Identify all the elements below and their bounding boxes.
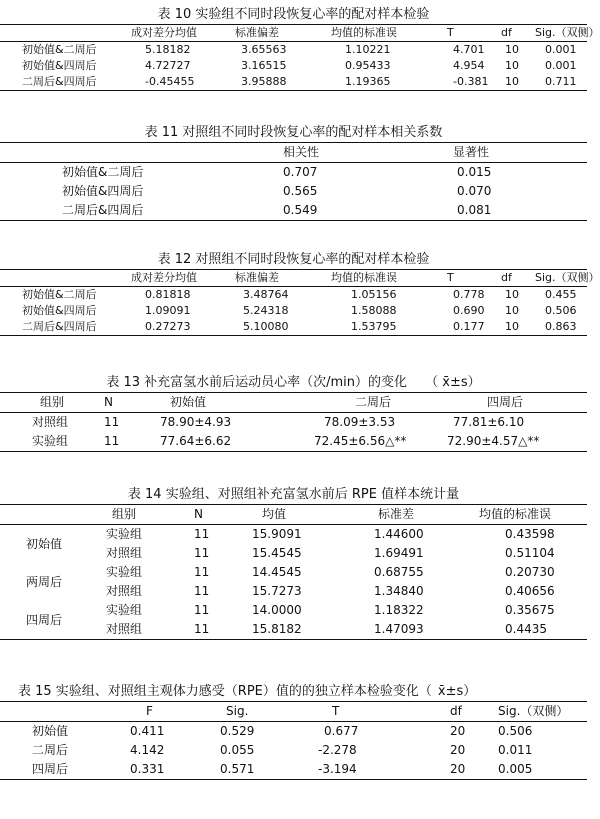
table-row bbox=[0, 760, 587, 780]
table-cell: 对照组 bbox=[106, 546, 143, 560]
table-cell: 15.8182 bbox=[252, 622, 302, 636]
table-cell: 20 bbox=[450, 724, 466, 738]
table-row bbox=[0, 319, 587, 336]
table-cell: 0.455 bbox=[545, 288, 577, 301]
table-11 bbox=[0, 124, 587, 221]
table-11-grid bbox=[0, 142, 587, 221]
table-cell: 0.51104 bbox=[505, 546, 555, 560]
table-row bbox=[0, 287, 587, 304]
table-cell: 0.677 bbox=[324, 724, 359, 738]
header-cell bbox=[0, 505, 100, 525]
header-cell: 相关性 bbox=[283, 145, 320, 159]
table-cell: 10 bbox=[505, 75, 519, 88]
table-cell: 0.81818 bbox=[145, 288, 191, 301]
table-cell: 1.10221 bbox=[345, 43, 391, 56]
table-cell: 78.90±4.93 bbox=[160, 415, 232, 429]
header-cell: 初始值 bbox=[170, 395, 207, 409]
table-13-grid bbox=[0, 392, 587, 452]
table-cell: 72.90±4.57△** bbox=[447, 434, 540, 448]
table-cell: 1.09091 bbox=[145, 304, 191, 317]
header-cell: Sig.（双侧） bbox=[498, 704, 569, 718]
table-12-grid bbox=[0, 269, 600, 336]
table-cell: 0.711 bbox=[545, 75, 577, 88]
table-cell: 11 bbox=[194, 546, 210, 560]
table-cell: 5.10080 bbox=[243, 320, 289, 333]
table-cell: 0.707 bbox=[283, 165, 318, 179]
header-cell: 均值的标准误 bbox=[479, 507, 552, 521]
header-cell: df bbox=[501, 271, 512, 284]
table-cell: 72.45±6.56△** bbox=[314, 434, 407, 448]
row-label: 实验组 bbox=[32, 434, 69, 448]
table-cell: 0.27273 bbox=[145, 320, 191, 333]
header-cell bbox=[0, 143, 235, 163]
table-cell: 对照组 bbox=[106, 584, 143, 598]
table-cell: 1.05156 bbox=[351, 288, 397, 301]
header-cell: 均值的标准误 bbox=[331, 271, 397, 284]
table-cell: -0.381 bbox=[453, 75, 489, 88]
header-cell: 标准偏差 bbox=[235, 26, 279, 39]
table-cell: 5.18182 bbox=[145, 43, 191, 56]
row-label: 二周后&四周后 bbox=[22, 75, 97, 88]
table-cell: 11 bbox=[104, 415, 120, 429]
header-cell: F bbox=[146, 704, 153, 718]
row-label: 初始值&四周后 bbox=[22, 304, 97, 317]
table-cell: 1.47093 bbox=[374, 622, 424, 636]
table-cell: 0.331 bbox=[130, 762, 165, 776]
table-row bbox=[0, 722, 587, 742]
table-cell: 0.506 bbox=[498, 724, 533, 738]
table-cell: 78.09±3.53 bbox=[324, 415, 396, 429]
table-row bbox=[0, 163, 587, 183]
table-cell: 11 bbox=[104, 434, 120, 448]
table-cell: 15.4545 bbox=[252, 546, 302, 560]
table-cell: 1.19365 bbox=[345, 75, 391, 88]
table-cell: 11 bbox=[194, 584, 210, 598]
table-cell: 11 bbox=[194, 565, 210, 579]
header-cell bbox=[0, 702, 110, 722]
table-cell: 1.34840 bbox=[374, 584, 424, 598]
header-cell: T bbox=[447, 271, 454, 284]
header-cell: 均值 bbox=[262, 507, 287, 521]
table-cell: 实验组 bbox=[106, 603, 143, 617]
table-cell: 0.005 bbox=[498, 762, 533, 776]
table-cell: 0.015 bbox=[457, 165, 492, 179]
table-row bbox=[0, 525, 587, 545]
table-cell: 10 bbox=[505, 59, 519, 72]
table-cell: 11 bbox=[194, 603, 210, 617]
row-label: 二周后&四周后 bbox=[22, 320, 97, 333]
header-cell: Sig.（双侧） bbox=[535, 26, 600, 39]
group-label: 四周后 bbox=[26, 612, 63, 627]
table-cell: 0.011 bbox=[498, 743, 533, 757]
table-cell: 0.529 bbox=[220, 724, 255, 738]
table-cell: 0.001 bbox=[545, 59, 577, 72]
table-10-grid bbox=[0, 24, 600, 91]
table-cell: 对照组 bbox=[106, 622, 143, 636]
table-cell: 1.53795 bbox=[351, 320, 397, 333]
table-cell: 10 bbox=[505, 288, 519, 301]
header-cell: Sig. bbox=[226, 704, 249, 718]
table-header-row bbox=[0, 505, 587, 525]
table-cell: 0.411 bbox=[130, 724, 165, 738]
table-cell: 0.43598 bbox=[505, 527, 555, 541]
table-cell: 0.001 bbox=[545, 43, 577, 56]
header-cell: df bbox=[501, 26, 512, 39]
header-cell: 组别 bbox=[112, 507, 137, 521]
table-14 bbox=[0, 486, 587, 640]
table-cell: 3.95888 bbox=[241, 75, 287, 88]
header-cell bbox=[0, 25, 131, 42]
table-cell: 1.58088 bbox=[351, 304, 397, 317]
header-cell: N bbox=[194, 507, 203, 521]
table-13-caption bbox=[0, 374, 587, 392]
table-header-row bbox=[0, 393, 587, 413]
header-cell: df bbox=[450, 704, 462, 718]
table-cell: 10 bbox=[505, 43, 519, 56]
table-cell: 4.142 bbox=[130, 743, 165, 757]
table-14-grid bbox=[0, 504, 587, 640]
row-label: 初始值&四周后 bbox=[22, 59, 97, 72]
table-cell: 0.863 bbox=[545, 320, 577, 333]
table-cell: 0.20730 bbox=[505, 565, 555, 579]
table-cell: 0.070 bbox=[457, 184, 492, 198]
table-cell: 0.4435 bbox=[505, 622, 547, 636]
table-row bbox=[0, 74, 587, 91]
table-cell: 0.571 bbox=[220, 762, 255, 776]
table-cell: 实验组 bbox=[106, 565, 143, 579]
table-cell: 77.64±6.62 bbox=[160, 434, 232, 448]
table-14-caption: 表 14 实验组、对照组补充富氢水前后 RPE 值样本统计量 bbox=[127, 487, 460, 502]
header-cell: 成对差分均值 bbox=[131, 26, 197, 39]
table-cell: -2.278 bbox=[318, 743, 357, 757]
table-cell: 0.549 bbox=[283, 203, 318, 217]
table-cell: 77.81±6.10 bbox=[453, 415, 525, 429]
table-row bbox=[0, 58, 587, 74]
table-10 bbox=[0, 6, 600, 91]
table-13-caption-text: 表 13 补充富氢水前后运动员心率（次/min）的变化 bbox=[106, 375, 408, 390]
table-cell: 0.95433 bbox=[345, 59, 391, 72]
header-cell: Sig.（双侧） bbox=[535, 271, 600, 284]
table-cell: 0.177 bbox=[453, 320, 485, 333]
table-13-caption-note: （ x̄±s） bbox=[425, 375, 481, 390]
table-row bbox=[0, 563, 587, 582]
row-label: 初始值&二周后 bbox=[62, 165, 144, 179]
header-cell: T bbox=[332, 704, 340, 718]
table-cell: 11 bbox=[194, 622, 210, 636]
table-15-caption-text: 表 15 实验组、对照组主观体力感受（RPE）值的的独立样本检验变化（ bbox=[18, 684, 432, 699]
header-cell: 二周后 bbox=[355, 395, 392, 409]
table-cell: 5.24318 bbox=[243, 304, 289, 317]
table-13 bbox=[0, 374, 587, 452]
row-label: 四周后 bbox=[32, 762, 69, 776]
table-cell: 0.690 bbox=[453, 304, 485, 317]
table-cell: 11 bbox=[194, 527, 210, 541]
row-label: 二周后&四周后 bbox=[62, 203, 144, 217]
row-label: 初始值&四周后 bbox=[62, 184, 144, 198]
table-row bbox=[0, 413, 587, 433]
table-header-row bbox=[0, 25, 587, 42]
row-label: 对照组 bbox=[32, 415, 69, 429]
table-row bbox=[0, 601, 587, 620]
table-cell: -3.194 bbox=[318, 762, 357, 776]
group-label: 初始值 bbox=[26, 536, 63, 551]
table-row bbox=[0, 42, 587, 59]
table-12-caption: 表 12 对照组不同时段恢复心率的配对样本检验 bbox=[157, 252, 430, 267]
header-cell bbox=[0, 270, 131, 287]
table-cell: 14.0000 bbox=[252, 603, 302, 617]
table-cell: 0.055 bbox=[220, 743, 255, 757]
group-label: 两周后 bbox=[26, 574, 63, 589]
table-cell: 3.65563 bbox=[241, 43, 287, 56]
table-row bbox=[0, 432, 587, 452]
row-label: 初始值&二周后 bbox=[22, 43, 97, 56]
header-cell: 组别 bbox=[40, 395, 65, 409]
table-cell: 20 bbox=[450, 743, 466, 757]
table-10-caption: 表 10 实验组不同时段恢复心率的配对样本检验 bbox=[157, 7, 430, 22]
table-11-caption: 表 11 对照组不同时段恢复心率的配对样本相关系数 bbox=[144, 125, 443, 140]
row-label: 初始值&二周后 bbox=[22, 288, 97, 301]
header-cell: 显著性 bbox=[453, 145, 490, 159]
table-15 bbox=[0, 683, 587, 780]
table-row bbox=[0, 201, 587, 221]
table-cell: 0.081 bbox=[457, 203, 492, 217]
header-cell: 四周后 bbox=[487, 395, 524, 409]
table-cell: 1.18322 bbox=[374, 603, 424, 617]
table-cell: 0.40656 bbox=[505, 584, 555, 598]
table-row bbox=[0, 182, 587, 201]
table-header-row bbox=[0, 143, 587, 163]
table-cell: -0.45455 bbox=[145, 75, 195, 88]
table-cell: 4.954 bbox=[453, 59, 485, 72]
header-cell: T bbox=[447, 26, 454, 39]
table-cell: 4.701 bbox=[453, 43, 485, 56]
table-cell: 15.9091 bbox=[252, 527, 302, 541]
row-label: 初始值 bbox=[32, 724, 69, 738]
table-cell: 4.72727 bbox=[145, 59, 191, 72]
table-15-caption-note: x̄±s） bbox=[437, 684, 477, 699]
table-15-grid bbox=[0, 701, 587, 780]
table-12 bbox=[0, 251, 600, 336]
table-cell: 0.35675 bbox=[505, 603, 555, 617]
table-cell: 14.4545 bbox=[252, 565, 302, 579]
header-cell: 均值的标准误 bbox=[331, 26, 397, 39]
table-row bbox=[0, 303, 587, 319]
table-cell: 实验组 bbox=[106, 527, 143, 541]
table-cell: 10 bbox=[505, 320, 519, 333]
table-header-row bbox=[0, 702, 587, 722]
table-cell: 3.48764 bbox=[243, 288, 289, 301]
table-cell: 0.68755 bbox=[374, 565, 424, 579]
table-cell: 10 bbox=[505, 304, 519, 317]
table-row bbox=[0, 741, 587, 760]
header-cell: 成对差分均值 bbox=[131, 271, 197, 284]
table-cell: 1.69491 bbox=[374, 546, 424, 560]
table-cell: 0.506 bbox=[545, 304, 577, 317]
table-header-row bbox=[0, 270, 587, 287]
header-cell: 标准偏差 bbox=[235, 271, 279, 284]
table-cell: 3.16515 bbox=[241, 59, 287, 72]
table-cell: 0.565 bbox=[283, 184, 318, 198]
table-cell: 20 bbox=[450, 762, 466, 776]
table-cell: 0.778 bbox=[453, 288, 485, 301]
table-15-caption bbox=[0, 683, 587, 701]
header-cell: N bbox=[104, 395, 113, 409]
row-label: 二周后 bbox=[32, 743, 69, 757]
table-cell: 15.7273 bbox=[252, 584, 302, 598]
header-cell: 标准差 bbox=[378, 507, 415, 521]
table-cell: 1.44600 bbox=[374, 527, 424, 541]
